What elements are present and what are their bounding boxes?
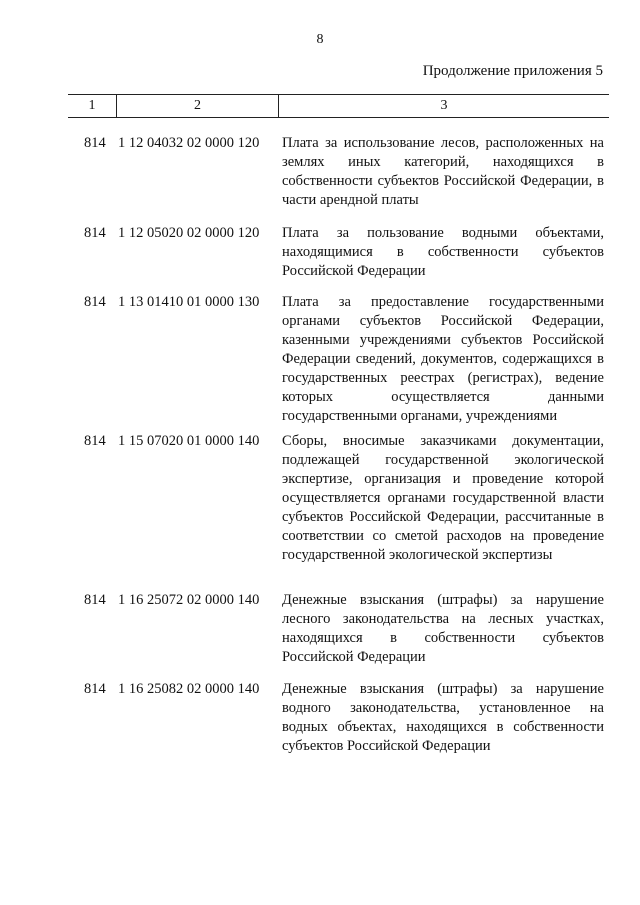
admin-code: 814 [84,433,106,449]
income-name: Плата за использование лесов, расположенных на землях иных категорий, находящихся в собственности субъектов Российской Федерации, в части арендной платы [282,135,604,208]
admin-code: 814 [84,294,106,310]
budget-code: 1 16 25082 02 0000 140 [118,681,260,697]
income-name: Плата за предоставление государственными органами субъектов Российской Федерации, казенными учреждениями субъектов Российской Федерации сведений, документов, содержащихся в государственных реестрах (регистрах), ведение которых осуществляется данными государственными органами, учреждениями [282,294,604,424]
continuation-title: Продолжение приложения 5 [422,63,603,79]
income-name: Денежные взыскания (штрафы) за нарушение лесного законодательства на лесных участках, находящихся в собственности субъектов Российской Федерации [282,592,604,665]
budget-code: 1 13 01410 01 0000 130 [118,294,260,310]
budget-code: 1 15 07020 01 0000 140 [118,433,260,449]
admin-code: 814 [84,681,106,697]
income-name: Денежные взыскания (штрафы) за нарушение водного законодательства, установленное на водных объектах, находящихся в собственности субъектов Российской Федерации [282,681,604,754]
admin-code: 814 [84,135,106,151]
budget-code: 1 16 25072 02 0000 140 [118,592,260,608]
admin-code: 814 [84,225,106,241]
income-name: Плата за пользование водными объектами, находящимися в собственности субъектов Российской Федерации [282,225,604,279]
page-number: 8 [316,32,324,47]
income-name: Сборы, вносимые заказчиками документации, подлежащей государственной экологической экспертизе, организация и проведение которой осуществляется органами государственной власти субъектов Российской Федерации, рассчитанные в соответствии со сметой расходов на проведение государственной экологической экспертизы [282,433,604,563]
header-col-2: 2 [117,95,279,117]
admin-code: 814 [84,592,106,608]
table-header [68,94,609,118]
header-col-3: 3 [440,98,448,113]
header-col-1: 1 [68,95,117,117]
budget-code: 1 12 05020 02 0000 120 [118,225,260,241]
budget-code: 1 12 04032 02 0000 120 [118,135,260,151]
